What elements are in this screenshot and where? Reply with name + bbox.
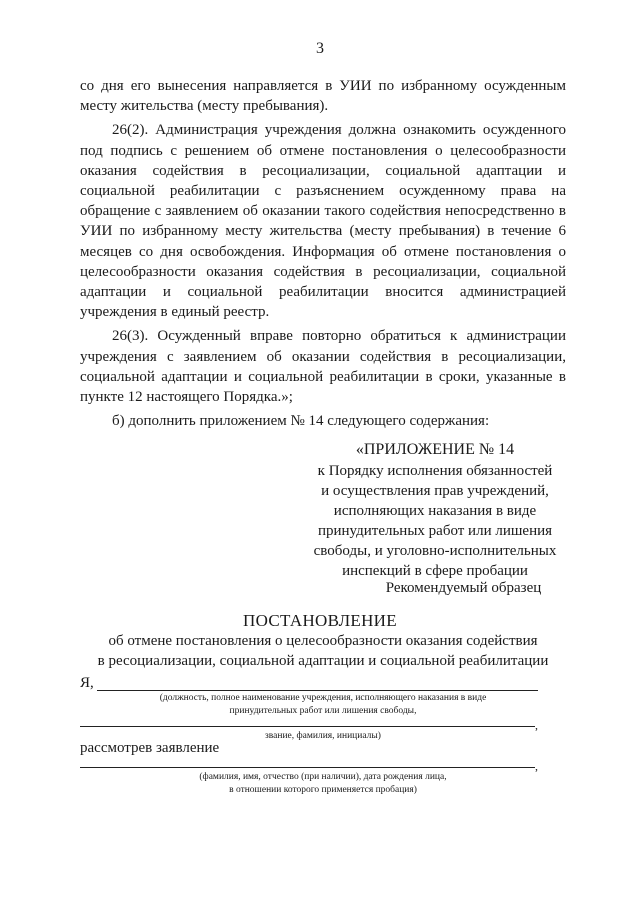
caption-line: принудительных работ или лишения свободы, [229, 706, 417, 716]
caption-line: (должность, полное наименование учреждения, исполняющего наказания в виде [159, 693, 487, 703]
appendix-line: свободы, и уголовно-исполнительных [313, 543, 557, 559]
caption-line: в отношении которого применяется пробация) [229, 785, 417, 795]
blank-line-rank[interactable] [80, 726, 535, 727]
paragraph-26-3: 26(3). Осужденный вправе повторно обратиться к администрации учреждения с заявлением об оказании содействия в ресоциализации, социальной адаптации и социальной реабилитации в сроки, указанные в пункте 12 настоящего Порядка.»; [80, 328, 566, 406]
paragraph-continuation: со дня его вынесения направляется в УИИ по избранному осужденным месту жительства (месту пребывания). [80, 78, 566, 115]
decree-title: ПОСТАНОВЛЕНИЕ [243, 611, 397, 630]
appendix-header [300, 440, 570, 581]
blank-line-person[interactable] [80, 767, 535, 768]
body-text [80, 76, 566, 435]
caption-rank: звание, фамилия, инициалы) [265, 731, 381, 741]
appendix-line: и осуществления прав учреждений, [321, 483, 549, 499]
decree-subtitle-line: в ресоциализации, социальной адаптации и социальной реабилитации [97, 653, 549, 669]
caption-line: (фамилия, имя, отчество (при наличии), дата рождения лица, [199, 772, 447, 782]
comma-mark: , [535, 718, 538, 732]
decree-subtitle [80, 631, 566, 671]
sample-label: Рекомендуемый образец [385, 580, 542, 596]
i-label: Я, [80, 675, 94, 691]
caption-person [80, 771, 566, 797]
appendix-line: к Порядку исполнения обязанностей [317, 463, 553, 479]
blank-line-official[interactable] [97, 690, 538, 691]
caption-position [80, 692, 566, 718]
decree-subtitle-line: об отмене постановления о целесообразности оказания содействия [108, 633, 538, 649]
appendix-line: инспекций в сфере пробации [342, 563, 528, 579]
appendix-heading: «ПРИЛОЖЕНИЕ № 14 [355, 441, 515, 458]
page-number: 3 [316, 40, 324, 57]
comma-mark: , [535, 759, 538, 773]
reviewed-label: рассмотрев заявление [80, 740, 220, 756]
paragraph-26-2: 26(2). Администрация учреждения должна ознакомить осужденного под подпись с решением об отмене постановления о целесообразности оказания содействия в ресоциализации, социальной адаптации и социальной реабилитации с разъяснением осужденному права на обращение с заявлением об оказании такого содействия непосредственно в УИИ по избранному месту жительства (месту пребывания) в течение 6 месяцев со дня освобождения. Информация об отмене постановления о целесообразности оказания содействия в ресоциализации, социальной адаптации и социальной реабилитации вносится администрацией учреждения в единый реестр. [80, 122, 566, 321]
appendix-line: принудительных работ или лишения [317, 523, 553, 539]
appendix-line: исполняющих наказания в виде [333, 503, 537, 519]
paragraph-b: б) дополнить приложением № 14 следующего содержания: [112, 413, 490, 430]
